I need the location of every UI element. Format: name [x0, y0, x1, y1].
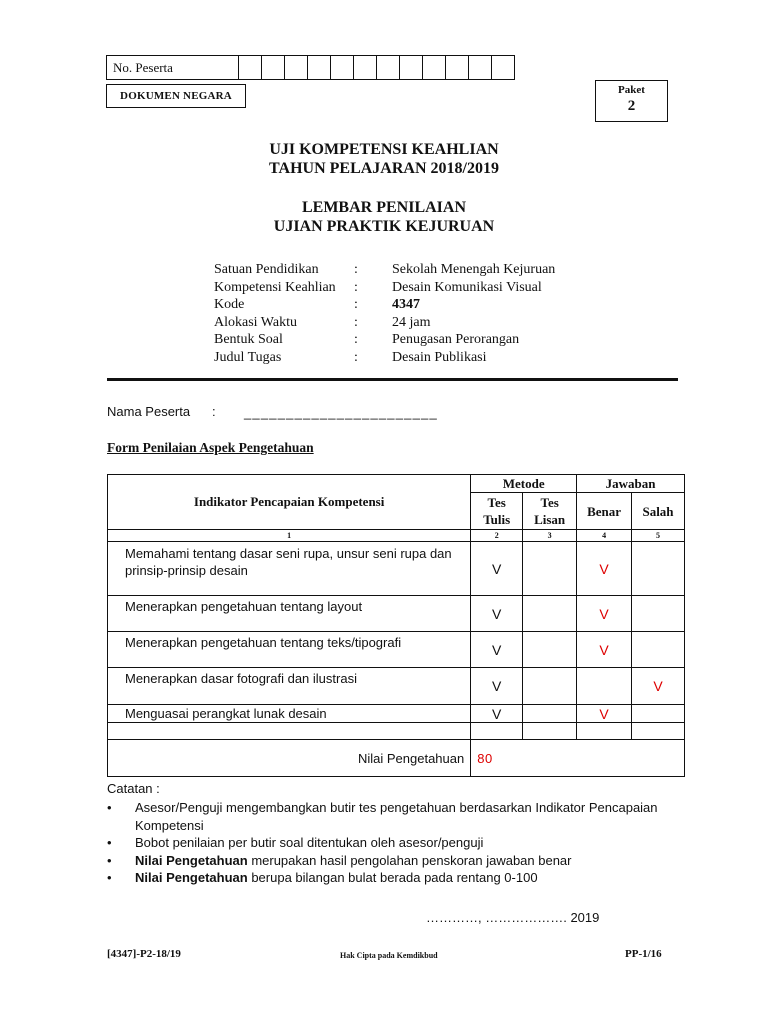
title-uji-kompetensi: UJI KOMPETENSI KEAHLIAN — [269, 141, 499, 158]
benar-mark[interactable]: V — [577, 632, 632, 668]
tes-lisan-mark[interactable] — [523, 596, 577, 632]
table-row — [108, 632, 685, 668]
nilai-pengetahuan-value[interactable]: 80 — [471, 740, 685, 777]
participant-number-cell[interactable] — [492, 56, 514, 79]
tes-tulis-mark[interactable]: V — [471, 596, 523, 632]
catatan-title: Catatan : — [107, 781, 160, 796]
catatan-item-text: berupa bilangan bulat berada pada rentang 0-100 — [247, 870, 538, 885]
paket-number: 2 — [627, 98, 636, 114]
info-value: 4347 — [392, 297, 420, 312]
footer-page-number: PP-1/16 — [625, 948, 662, 960]
tes-lisan-mark[interactable] — [523, 668, 577, 705]
assessment-table — [107, 474, 685, 777]
bullet-icon: • — [107, 835, 112, 850]
tes-tulis-mark[interactable]: V — [471, 705, 523, 723]
dokumen-negara-label: DOKUMEN NEGARA — [106, 84, 246, 108]
participant-number-cell[interactable] — [239, 56, 262, 79]
nama-peserta-label: Nama Peserta — [107, 404, 191, 419]
info-label: Satuan Pendidikan — [214, 262, 319, 277]
participant-number-cell[interactable] — [262, 56, 285, 79]
info-row-judul-tugas — [214, 349, 642, 367]
info-label: Judul Tugas — [214, 349, 282, 365]
footer-copyright: Hak Cipta pada Kemdikbud — [340, 951, 438, 960]
date-place-line[interactable]: …………, ………………. 2019 — [426, 910, 600, 925]
header-tes-tulis — [471, 493, 523, 530]
catatan-item-text: merupakan hasil pengolahan penskoran jawaban benar — [247, 852, 572, 868]
paket-label: Paket — [618, 84, 645, 96]
header-tes-lisan — [523, 493, 577, 530]
footer-document-code: [4347]-P2-18/19 — [107, 948, 181, 960]
column-number: 4 — [577, 530, 632, 542]
bullet-icon: • — [107, 852, 112, 868]
participant-number-box — [106, 55, 515, 80]
catatan-item — [107, 869, 687, 887]
participant-number-cell[interactable] — [423, 56, 446, 79]
column-number: 1 — [108, 530, 471, 542]
tes-lisan-mark[interactable] — [523, 542, 577, 596]
info-value: Desain Komunikasi Visual — [392, 279, 542, 295]
info-colon: : — [354, 349, 358, 365]
title-tahun-pelajaran: TAHUN PELAJARAN 2018/2019 — [269, 160, 499, 177]
salah-mark[interactable] — [632, 632, 685, 668]
tes-lisan-mark[interactable] — [523, 705, 577, 723]
nilai-row — [108, 740, 685, 777]
header-jawaban: Jawaban — [577, 475, 685, 493]
empty-cell — [632, 723, 685, 740]
info-value: Penugasan Perorangan — [392, 332, 520, 347]
salah-mark[interactable]: V — [632, 668, 685, 705]
column-number: 2 — [471, 530, 523, 542]
header-indikator: Indikator Pencapaian Kompetensi — [108, 475, 471, 530]
nama-peserta-colon: : — [212, 404, 216, 419]
header-tes-lisan-line2: Lisan — [534, 512, 566, 527]
info-colon: : — [354, 314, 358, 330]
info-label: Kompetensi Keahlian — [214, 279, 336, 295]
participant-number-cell[interactable] — [446, 56, 469, 79]
info-row-kompetensi-keahlian — [214, 279, 642, 297]
indikator-cell: Menerapkan dasar fotografi dan ilustrasi — [108, 668, 471, 705]
empty-cell — [108, 723, 471, 740]
info-row-satuan-pendidikan — [214, 261, 642, 279]
benar-mark[interactable]: V — [577, 705, 632, 723]
form-title: Form Penilaian Aspek Pengetahuan — [107, 440, 314, 455]
benar-mark[interactable]: V — [577, 542, 632, 596]
salah-mark[interactable] — [632, 596, 685, 632]
catatan-item-text: Bobot penilaian per butir soal ditentukan oleh asesor/penguji — [135, 835, 484, 850]
catatan-item — [107, 834, 687, 852]
header-tes-lisan-line1: Tes — [540, 495, 559, 510]
participant-number-cell[interactable] — [308, 56, 331, 79]
header-benar: Benar — [577, 493, 632, 530]
salah-mark[interactable] — [632, 705, 685, 723]
info-label: Alokasi Waktu — [214, 314, 297, 330]
nama-peserta-field[interactable]: _______________________ — [244, 405, 438, 420]
participant-number-cell[interactable] — [285, 56, 308, 79]
info-row-alokasi-waktu — [214, 314, 642, 332]
title-ujian-praktik: UJIAN PRAKTIK KEJURUAN — [273, 218, 495, 235]
header-metode: Metode — [471, 475, 577, 493]
indikator-cell: Memahami tentang dasar seni rupa, unsur seni rupa dan prinsip-prinsip desain — [108, 542, 471, 596]
table-row — [108, 668, 685, 705]
column-number: 3 — [523, 530, 577, 542]
tes-tulis-mark[interactable]: V — [471, 632, 523, 668]
table-row — [108, 542, 685, 596]
bullet-icon: • — [107, 870, 112, 885]
header-tes-tulis-line1: Tes — [487, 495, 506, 510]
participant-number-cell[interactable] — [354, 56, 377, 79]
participant-number-cell[interactable] — [377, 56, 400, 79]
nilai-pengetahuan-label: Nilai Pengetahuan — [108, 740, 471, 777]
info-colon: : — [354, 332, 358, 347]
benar-mark[interactable] — [577, 668, 632, 705]
info-value: Desain Publikasi — [392, 349, 487, 365]
info-colon: : — [354, 297, 358, 312]
section-divider — [107, 378, 678, 381]
info-value: Sekolah Menengah Kejuruan — [392, 262, 556, 277]
participant-number-cell[interactable] — [331, 56, 354, 79]
catatan-item-bold: Nilai Pengetahuan — [135, 870, 248, 885]
table-row — [108, 596, 685, 632]
exam-info — [214, 261, 642, 366]
column-number: 5 — [632, 530, 685, 542]
empty-cell — [471, 723, 523, 740]
indikator-cell: Menerapkan pengetahuan tentang teks/tipografi — [108, 632, 471, 668]
header-salah: Salah — [632, 493, 685, 530]
tes-tulis-mark[interactable]: V — [471, 542, 523, 596]
title-lembar-penilaian: LEMBAR PENILAIAN — [301, 199, 466, 216]
catatan-item — [107, 852, 687, 870]
tes-tulis-mark[interactable]: V — [471, 668, 523, 705]
info-colon: : — [354, 262, 358, 277]
info-row-kode — [214, 296, 642, 314]
catatan-item-text: Asesor/Penguji mengembangkan butir tes pengetahuan berdasarkan Indikator Pencapaian Kompetensi — [135, 800, 658, 833]
empty-cell — [523, 723, 577, 740]
bullet-icon: • — [107, 800, 112, 815]
tes-lisan-mark[interactable] — [523, 632, 577, 668]
participant-number-cell[interactable] — [469, 56, 492, 79]
info-colon: : — [354, 279, 358, 295]
info-label: Bentuk Soal — [214, 332, 283, 347]
table-row — [108, 705, 685, 723]
catatan-item-bold: Nilai Pengetahuan — [135, 852, 248, 868]
indikator-cell: Menerapkan pengetahuan tentang layout — [108, 596, 471, 632]
benar-mark[interactable]: V — [577, 596, 632, 632]
empty-cell — [577, 723, 632, 740]
info-value: 24 jam — [392, 314, 431, 330]
info-row-bentuk-soal — [214, 331, 642, 349]
paket-box — [595, 80, 668, 122]
info-label: Kode — [214, 297, 245, 312]
catatan-list — [107, 799, 687, 887]
participant-number-label: No. Peserta — [107, 56, 239, 79]
header-tes-tulis-line2: Tulis — [483, 512, 511, 527]
indikator-cell: Menguasai perangkat lunak desain — [108, 705, 471, 723]
participant-number-cell[interactable] — [400, 56, 423, 79]
salah-mark[interactable] — [632, 542, 685, 596]
catatan-item — [107, 799, 687, 834]
empty-row — [108, 723, 685, 740]
